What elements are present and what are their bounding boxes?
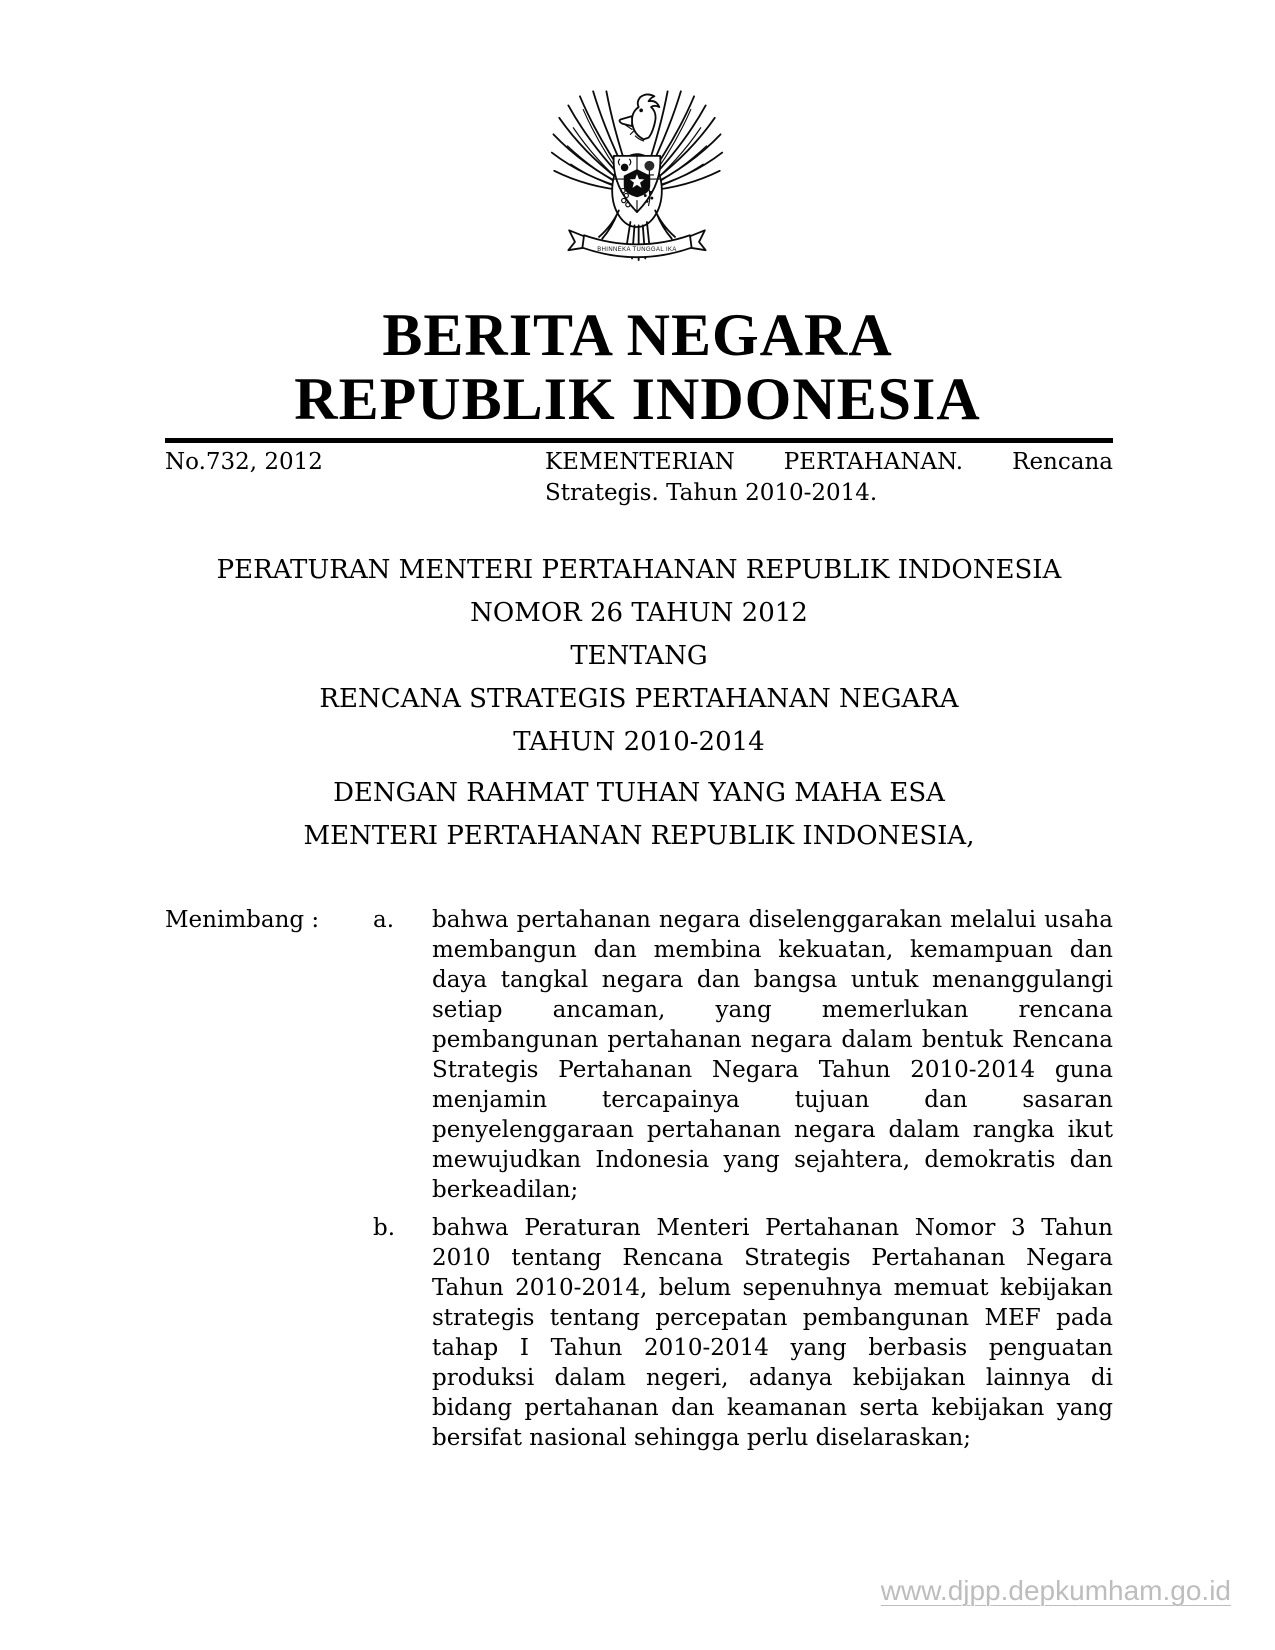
masthead-rule [165,438,1113,443]
consideration-item-a [165,905,1113,1205]
invocation-line2: MENTERI PERTAHANAN REPUBLIK INDONESIA, [303,821,975,851]
regulation-subject-line: RENCANA STRATEGIS PERTAHANAN NEGARA [319,684,959,714]
masthead-line1: BERITA NEGARA [382,302,893,368]
gazette-number: No.732, 2012 [165,449,323,475]
garuda-emblem-drawing [546,84,728,284]
masthead-line2: REPUBLIK INDONESIA [294,366,981,432]
considerations-section [165,905,1113,1453]
garuda-pancasila-emblem [546,84,728,284]
gazette-header [165,447,1113,509]
eye [639,109,643,113]
item-text-a: bahwa pertahanan negara diselenggarakan melalui usaha membangun dan membina kekuatan, kemampuan dan daya tangkal negara dan bangsa untuk menanggulangi setiap ancaman, yang memerlukan rencana pembangunan pertahanan negara dalam bentuk Rencana Strategis Pertahanan Negara Tahun 2010-2014 guna menjamin tercapainya tujuan dan sasaran penyelenggaraan pertahanan negara dalam rangka ikut mewujudkan Indonesia yang sejahtera, demokratis dan berkeadilan; [432,907,1113,1203]
masthead [0,303,1275,431]
item-marker-b: b. [373,1215,396,1241]
regulation-title-line: PERATURAN MENTERI PERTAHANAN REPUBLIK INDONESIA [216,555,1062,585]
watermark-url: www.djpp.depkumham.go.id [880,1575,1231,1606]
tentang-line: TENTANG [570,641,708,671]
regulation-year-line: TAHUN 2010-2014 [513,727,765,757]
consideration-item-b [165,1213,1113,1453]
regulation-number-line: NOMOR 26 TAHUN 2012 [470,598,808,628]
invocation-block [165,772,1113,858]
menimbang-label: Menimbang : [165,907,320,933]
motto-ribbon [568,230,705,257]
garuda-head [620,94,660,141]
regulation-title-block [165,549,1113,764]
item-text-b: bahwa Peraturan Menteri Pertahanan Nomor 3 Tahun 2010 tentang Rencana Strategis Pertahanan Negara Tahun 2010-2014, belum sepenuhnya memuat kebijakan strategis tentang percepatan pembangunan MEF pada tahap I Tahun 2010-2014 yang berbasis penguatan produksi dalam negeri, adanya kebijakan lainnya di bidang pertahanan dan keamanan serta kebijakan yang bersifat nasional sehingga perlu diselaraskan; [432,1215,1113,1451]
invocation-line1: DENGAN RAHMAT TUHAN YANG MAHA ESA [333,778,945,808]
item-marker-a: a. [373,907,395,933]
motto-text: BHINNEKA TUNGGAL IKA [597,247,677,254]
gazette-subject: KEMENTERIAN PERTAHANAN. Rencana Strategis. Tahun 2010-2014. [545,449,1113,506]
